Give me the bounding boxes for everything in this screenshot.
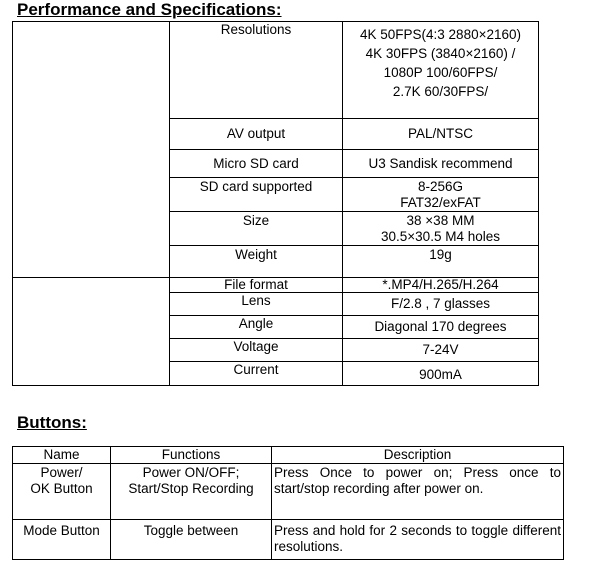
- spec-row-resolutions: [13, 22, 539, 119]
- spec-value: PAL/NTSC: [343, 119, 539, 150]
- button-functions: [111, 464, 272, 520]
- button-functions: [111, 520, 272, 560]
- spec-value: [343, 246, 539, 278]
- spec-label-text: Weight: [235, 247, 277, 262]
- header-functions: Functions: [111, 447, 272, 464]
- section-title-performance: Performance and Specifications:: [17, 0, 282, 19]
- spec-value: 900mA: [343, 362, 539, 386]
- header-name: Name: [13, 447, 111, 464]
- spec-value: [343, 22, 539, 119]
- spec-value: [343, 178, 539, 212]
- specifications-table: [12, 21, 539, 386]
- spec-value: *.MP4/H.265/H.264: [343, 278, 539, 293]
- spec-label: Angle: [170, 316, 343, 339]
- spec-value: U3 Sandisk recommend: [343, 150, 539, 178]
- spec-label: AV output: [170, 119, 343, 150]
- spec-value-line: 2.7K 60/30FPS/: [392, 84, 489, 99]
- spec-value-line: 8-256G: [417, 179, 464, 194]
- button-name-line: OK Button: [30, 481, 93, 496]
- section-title-buttons: Buttons:: [17, 413, 87, 432]
- spec-value-line: 4K 50FPS(4:3 2880×2160): [360, 27, 521, 42]
- spec-label: File format: [170, 278, 343, 293]
- button-name: [13, 520, 111, 560]
- spec-label: [170, 246, 343, 278]
- header-description: Description: [272, 447, 564, 464]
- button-function-line: Start/Stop Recording: [128, 481, 254, 496]
- spec-label-text: SD card supported: [199, 179, 313, 194]
- button-name-line: Mode Button: [23, 523, 100, 538]
- buttons-header-row: [13, 447, 564, 464]
- spec-value: F/2.8 , 7 glasses: [343, 293, 539, 316]
- spec-value-line: 38 ×38 MM: [406, 213, 475, 228]
- button-function-line: Toggle between: [143, 523, 239, 538]
- button-description: [272, 464, 564, 520]
- spec-label: Micro SD card: [170, 150, 343, 178]
- buttons-table: [12, 446, 564, 560]
- spec-label: [170, 178, 343, 212]
- buttons-row-power: [13, 464, 564, 520]
- spec-value-line: FAT32/exFAT: [400, 195, 481, 210]
- spec-value: Diagonal 170 degrees: [343, 316, 539, 339]
- spec-label: Voltage: [170, 339, 343, 362]
- button-description: [272, 520, 564, 560]
- spec-label: Lens: [170, 293, 343, 316]
- button-description-text: Press and hold for 2 seconds to toggle different resolutions.: [274, 523, 561, 554]
- spec-value: [343, 212, 539, 246]
- buttons-row-mode: [13, 520, 564, 560]
- spec-value-line: 19g: [429, 247, 452, 262]
- button-function-line: Power ON/OFF;: [142, 465, 240, 480]
- spec-value: 7-24V: [343, 339, 539, 362]
- spec-empty-cell-1: [13, 22, 170, 278]
- spec-value-line: 4K 30FPS (3840×2160) /: [365, 46, 516, 61]
- spec-label: [170, 212, 343, 246]
- button-description-text: Press Once to power on; Press once to start/stop recording after power on.: [274, 465, 561, 496]
- spec-label: Resolutions: [170, 22, 343, 119]
- spec-row-file-format: [13, 278, 539, 293]
- spec-value-line: 30.5×30.5 M4 holes: [381, 229, 500, 244]
- spec-label-text: Size: [242, 213, 270, 228]
- spec-value-line: 1080P 100/60FPS/: [383, 65, 498, 80]
- button-name-line: Power/: [40, 465, 83, 480]
- button-name: [13, 464, 111, 520]
- spec-label: Current: [170, 362, 343, 386]
- spec-empty-cell-2: [13, 278, 170, 386]
